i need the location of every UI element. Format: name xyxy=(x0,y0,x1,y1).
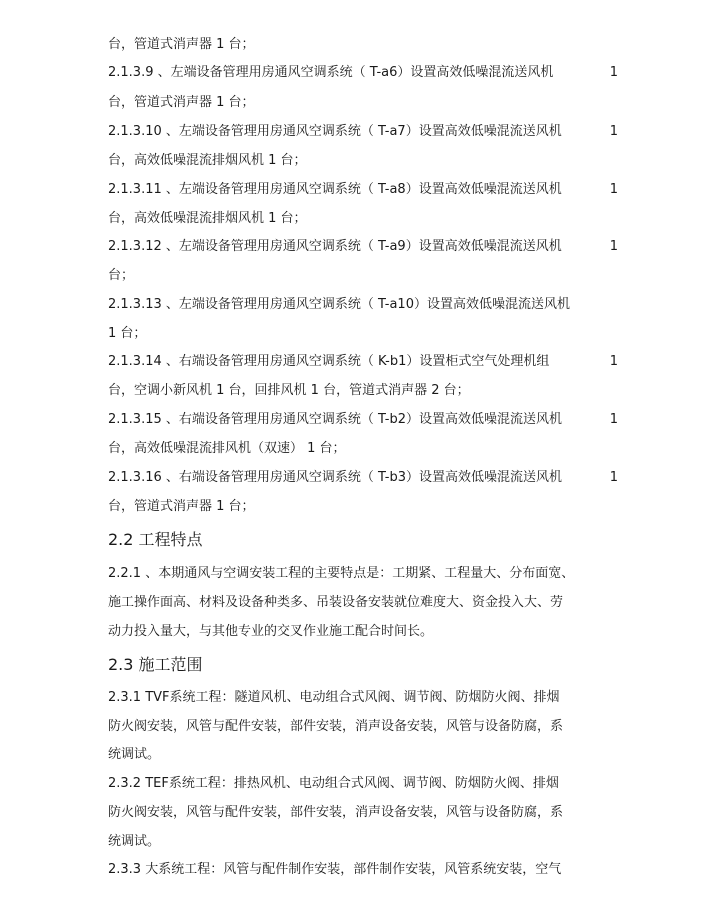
clause-2-1-3-10: 2.1.3.10 、左端设备管理用房通风空调系统（ T-a7）设置高效低噪混流送风机 xyxy=(108,124,562,139)
text-line: 台，管道式消声器 1 台； xyxy=(108,95,255,110)
line-end-number: 1 xyxy=(609,470,618,485)
text-line: 施工操作面高、材料及设备种类多、吊装设备安装就位难度大、资金投入大、劳 xyxy=(108,595,564,610)
clause-2-1-3-15: 2.1.3.15 、右端设备管理用房通风空调系统（ T-b2）设置高效低噪混流送风机 xyxy=(108,412,562,427)
text-line: 统调试。 xyxy=(108,747,161,762)
text-line xyxy=(108,181,618,199)
text-line xyxy=(108,123,618,141)
clause-2-3-3: 2.3.3 大系统工程：风管与配件制作安装，部件制作安装，风管系统安装，空气 xyxy=(108,862,562,877)
text-line: 统调试。 xyxy=(108,834,161,849)
text-line: 动力投入量大，与其他专业的交叉作业施工配合时间长。 xyxy=(108,624,434,639)
text-line: 台，空调小新风机 1 台，回排风机 1 台，管道式消声器 2 台； xyxy=(108,383,470,398)
clause-2-1-3-12: 2.1.3.12 、左端设备管理用房通风空调系统（ T-a9）设置高效低噪混流送风机 xyxy=(108,239,562,254)
clause-2-3-1: 2.3.1 TVF系统工程：隧道风机、电动组合式风阀、调节阀、防烟防火阀、排烟 xyxy=(108,690,560,705)
line-end-number: 1 xyxy=(609,354,618,369)
clause-2-1-3-16: 2.1.3.16 、右端设备管理用房通风空调系统（ T-b3）设置高效低噪混流送风机 xyxy=(108,470,562,485)
clause-2-3-2: 2.3.2 TEF系统工程：排热风机、电动组合式风阀、调节阀、防烟防火阀、排烟 xyxy=(108,776,559,791)
text-line xyxy=(108,411,618,429)
text-line: 防火阀安装，风管与配件安装，部件安装，消声设备安装，风管与设备防腐，系 xyxy=(108,805,564,820)
text-line: 防火阀安装，风管与配件安装，部件安装，消声设备安装，风管与设备防腐，系 xyxy=(108,719,564,734)
section-heading-2-3: 2.3 施工范围 xyxy=(108,655,203,674)
text-line: 1 台； xyxy=(108,326,147,341)
text-line: 台； xyxy=(108,268,135,283)
clause-2-2-1: 2.2.1 、本期通风与空调安装工程的主要特点是：工期紧、工程量大、分布面宽、 xyxy=(108,566,575,581)
text-line: 台，高效低噪混流排烟风机 1 台； xyxy=(108,211,307,226)
text-line: 台，高效低噪混流排风机（双速） 1 台； xyxy=(108,441,346,456)
text-line xyxy=(108,238,618,256)
clause-2-1-3-11: 2.1.3.11 、左端设备管理用房通风空调系统（ T-a8）设置高效低噪混流送风机 xyxy=(108,182,562,197)
text-line xyxy=(108,469,618,487)
line-end-number: 1 xyxy=(609,412,618,427)
clause-2-1-3-14: 2.1.3.14 、右端设备管理用房通风空调系统（ K-b1）设置柜式空气处理机组 xyxy=(108,354,550,369)
line-end-number: 1 xyxy=(609,124,618,139)
text-line: 台，管道式消声器 1 台； xyxy=(108,499,255,514)
line-end-number: 1 xyxy=(609,239,618,254)
section-heading-2-2: 2.2 工程特点 xyxy=(108,530,203,549)
text-line: 台，高效低噪混流排烟风机 1 台； xyxy=(108,153,307,168)
text-line: 台，管道式消声器 1 台； xyxy=(108,37,255,52)
line-end-number: 1 xyxy=(609,65,618,80)
clause-2-1-3-13: 2.1.3.13 、左端设备管理用房通风空调系统（ T-a10）设置高效低噪混流送风机 xyxy=(108,297,570,312)
text-line xyxy=(108,353,618,371)
line-end-number: 1 xyxy=(609,182,618,197)
text-line xyxy=(108,64,618,82)
clause-2-1-3-9: 2.1.3.9 、左端设备管理用房通风空调系统（ T-a6）设置高效低噪混流送风机 xyxy=(108,65,554,80)
